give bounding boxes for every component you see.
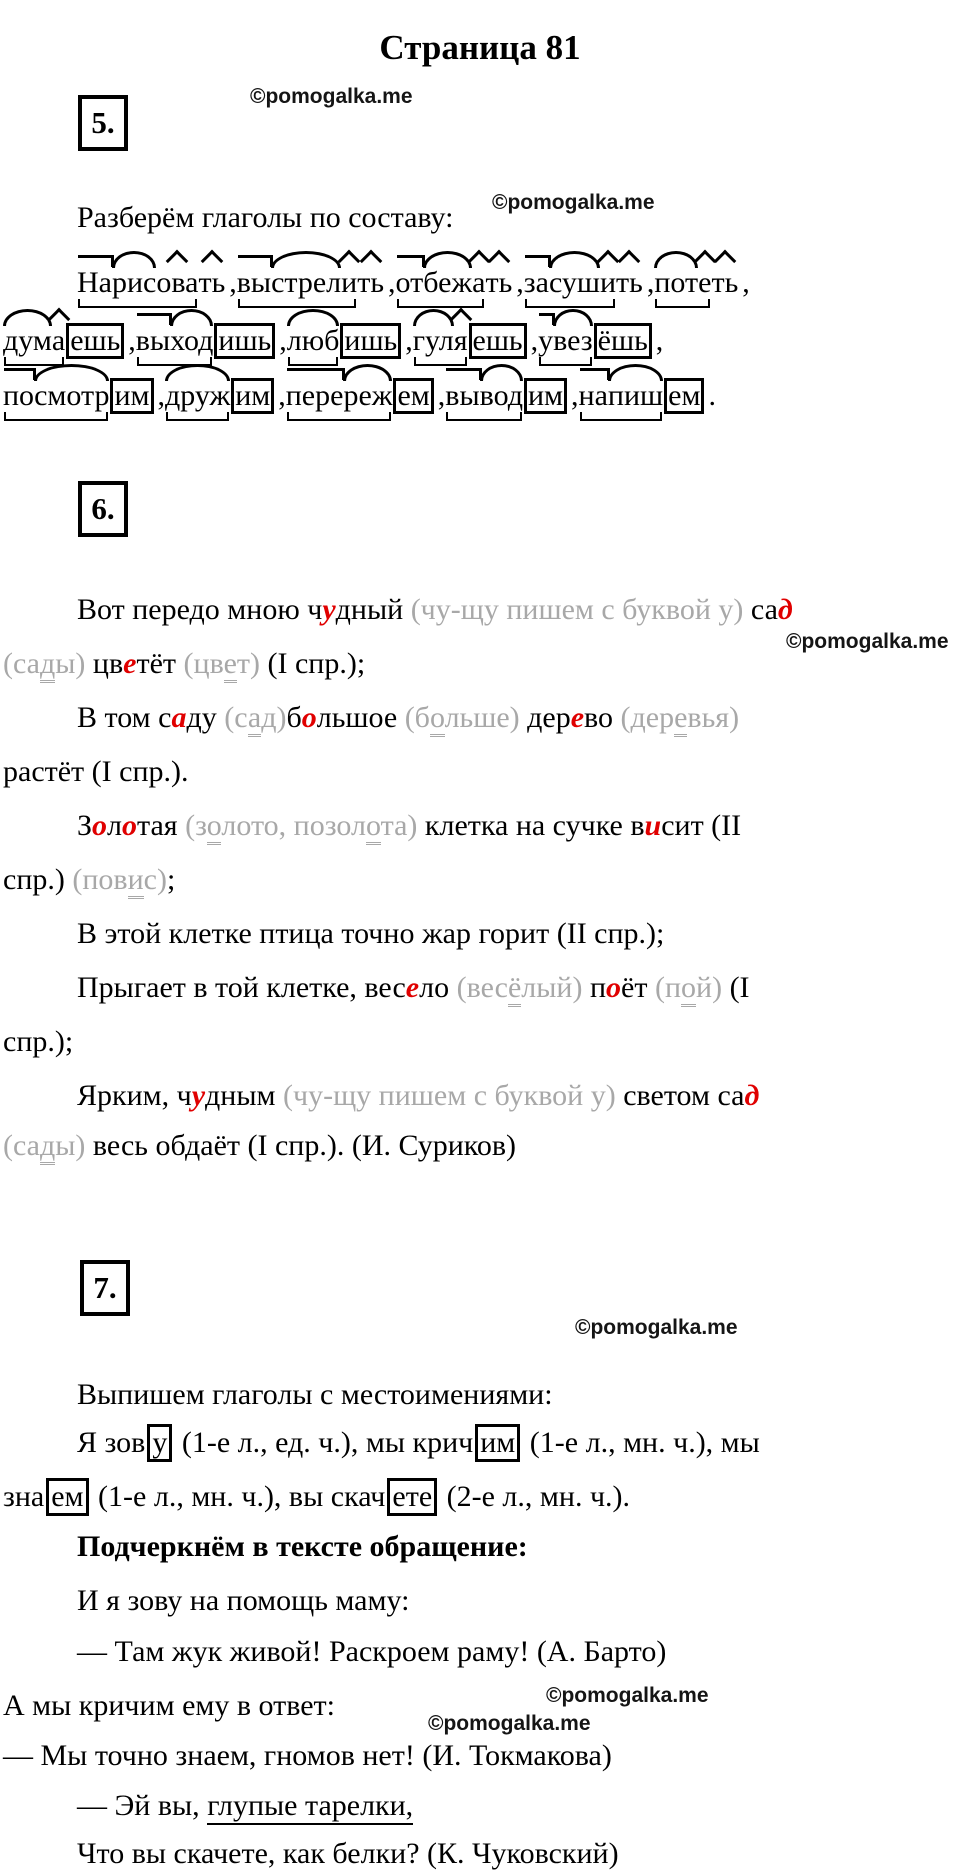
orthogram-letter: д [744,1079,760,1112]
ending-segment: ёшь [594,323,652,359]
root-segment: гул [412,324,454,357]
suffix-segment: а [472,266,486,299]
word-stem-bracket [287,326,340,356]
check-word: (цв [183,647,224,680]
check-letter-underlined: ё [508,971,521,1007]
orthogram-letter: о [301,701,317,734]
check-letter-underlined: д [40,1129,55,1165]
parsed-word [165,378,274,414]
ending-segment: ишь [214,323,275,359]
exercise-number-box: 5. [78,95,128,151]
check-word: лото, позол [221,809,366,842]
word-stem-bracket [3,381,109,411]
text-run: дер [519,701,571,734]
text-line [77,970,750,1006]
prefix-segment: на [578,379,608,412]
text-run: са [743,593,778,626]
word-stem-bracket [396,268,486,298]
orthogram-letter: д [777,593,793,626]
check-word: (пов [72,863,128,896]
text-run: Что вы скачете, как белки? (К. Чуковский) [77,1837,619,1870]
check-word: (дер [620,701,675,734]
parsed-word [287,323,402,359]
parsed-word [237,268,384,298]
text-run: спр.) [3,863,73,896]
prefix-segment: вы [135,324,171,357]
check-word: вья) [687,701,740,734]
separator: , [742,266,750,299]
root-segment: рис [111,266,157,299]
parsed-word [3,323,124,359]
ending-segment: ем [664,378,704,414]
watermark: ©pomogalka.me [546,1684,709,1707]
ending-segment: ишь [340,323,401,359]
text-run: сит (II [661,809,742,842]
parsed-word [286,378,434,414]
suffix-segment: ть [485,266,513,299]
text-run: тая [137,809,186,842]
check-word: (з [185,809,207,842]
word-stem-bracket [3,326,65,356]
suffix-segment: ть [616,266,643,299]
text-run: Вот передо мною ч [77,593,323,626]
prefix-segment: по [3,379,35,412]
check-word: ы) [55,1129,86,1162]
check-letter-underlined: и [128,863,144,899]
check-word: лый) [521,971,583,1004]
check-word: (са [3,1129,40,1162]
parsed-word [396,268,513,298]
text-run: (2-е л., мн. ч.). [439,1480,631,1513]
check-letter-underlined: е [674,701,687,737]
exercise-number-box: 6. [78,481,128,537]
separator: , [405,324,413,357]
root-segment: суш [548,266,600,299]
word-stem-bracket [579,381,664,411]
text-run: ёт [621,971,655,1004]
text-line [77,592,793,628]
text-run: В том с [77,701,172,734]
prefix-segment: На [77,266,112,299]
text-run: во [584,701,621,734]
word-stem-bracket [654,268,711,298]
separator: , [516,266,524,299]
parsed-word [3,378,154,414]
check-word: (с [224,701,248,734]
prefix-segment: у [538,324,554,357]
text-run: Я зов [77,1426,146,1459]
orthogram-letter: у [322,593,336,626]
ending-box: им [475,1424,520,1462]
separator: , [388,266,396,299]
text-run: (I [722,971,750,1004]
check-word: (б [404,701,430,734]
word-stem-bracket [524,268,616,298]
check-word: та) [380,809,418,842]
text-run: ду [186,701,225,734]
text-run: б [286,701,302,734]
word-stem-bracket [445,381,523,411]
word-stem-bracket [136,326,214,356]
text-run: спр.); [3,1025,74,1058]
check-word: ы) [55,647,86,680]
root-segment: пот [654,266,699,299]
text-run: Ярким, ч [77,1079,192,1112]
suffix-segment: ть [357,266,385,299]
orthogram-letter: е [570,701,585,734]
separator: , [530,324,539,357]
orthogram-letter: о [92,809,108,842]
check-letter-underlined: о [681,971,696,1007]
separator: , [279,324,287,357]
text-line [3,646,365,682]
prefix-segment: пере [285,379,344,412]
parsed-word [579,378,705,414]
word-stem-bracket [538,326,593,356]
parsed-word-line [3,323,663,359]
text-run: цв [85,647,124,680]
suffix-segment: и [341,266,358,299]
text-run: л [107,809,123,842]
text-run: — Эй вы, [77,1789,208,1822]
parsed-word-line [77,268,750,298]
text-run: И я зову на помощь маму: [77,1584,410,1617]
text-line [77,1583,409,1619]
prefix-segment: вы [445,379,480,412]
check-letter-underlined: о [366,809,381,845]
text-run: дным [205,1079,284,1112]
text-line [3,1688,335,1724]
text-run: светом са [615,1079,745,1112]
check-word: (п [654,971,682,1004]
orthogram-letter: у [191,1079,206,1112]
check-word: (са [3,647,40,680]
separator: , [437,379,446,412]
text-run: зна [3,1480,45,1513]
prefix-segment: от [395,266,424,299]
orthogram-letter: е [405,971,420,1004]
text-run: растёт (I спр.). [3,755,189,788]
text-line [3,1128,516,1164]
text-line [3,1738,612,1774]
ending-box: ем [46,1478,88,1516]
suffix-segment: ть [711,266,739,299]
suffix-segment: а [51,324,66,357]
bold-text: Подчеркнём в тексте обращение: [77,1530,528,1563]
text-line [77,808,741,844]
root-segment: смотр [34,379,110,412]
text-line [77,916,664,952]
parsed-word [445,378,567,414]
ending-segment: им [524,378,567,414]
text-run: п [582,971,607,1004]
text-line [77,700,739,736]
text-run: А мы кричим ему в ответ: [3,1689,335,1722]
check-letter-underlined: о [430,701,445,737]
prefix-segment: вы [236,266,272,299]
text-line [77,1377,553,1413]
separator: , [157,379,165,412]
word-stem-bracket [165,381,230,411]
ending-segment: ешь [469,323,527,359]
suffix-segment: и [599,266,617,299]
separator: , [571,379,579,412]
separator: , [229,266,237,299]
text-line [3,1478,630,1516]
parsed-word [654,268,738,298]
suffix-segment: ова [156,266,199,299]
orthogram-letter: е [123,647,137,680]
parsed-word-line [3,378,716,414]
parsed-word [77,268,225,298]
ending-segment: им [110,378,153,414]
word-stem-bracket [286,381,393,411]
text-run: тёт [136,647,184,680]
text-run: клетка на сучке в [417,809,645,842]
suffix-segment: ть [198,266,226,299]
text-line [77,1078,759,1114]
check-word: (чу-щу пишем с буквой у) [283,1079,616,1112]
ending-segment: ем [393,378,433,414]
check-letter-underlined: е [224,647,237,683]
text-run: ло [419,971,457,1004]
check-word: т) [236,647,261,680]
text-line [77,1424,760,1462]
text-run: (1-е л., мн. ч.), мы [522,1426,760,1459]
parsed-word [413,323,527,359]
word-stem-bracket [77,268,198,298]
check-letter-underlined: о [207,809,222,845]
text-line [3,1024,73,1060]
root-segment: вез [553,324,593,357]
root-segment: дум [3,324,52,357]
check-word: льше) [444,701,520,734]
text-run: льшое [316,701,405,734]
text-run: весь обдаёт (I спр.). (И. Суриков) [85,1129,517,1162]
word-stem-bracket [413,326,468,356]
text-run: — Там жук живой! Раскроем раму! (А. Барто) [77,1635,667,1668]
root-segment: друж [165,379,231,412]
ending-box: у [147,1424,172,1462]
root-segment: ход [170,324,214,357]
root-segment: реж [343,379,393,412]
check-word: (чу-щу пишем с буквой у) [410,593,744,626]
orthogram-letter: и [644,809,662,842]
text-run: Прыгает в той клетке, вес [77,971,406,1004]
parsed-word [538,323,652,359]
exercise-number-box: 7. [80,1260,130,1316]
word-stem-bracket [237,268,357,298]
orthogram-letter: а [171,701,187,734]
watermark: ©pomogalka.me [492,191,655,214]
parsed-word [136,323,275,359]
text-line [77,1836,619,1872]
text-run: З [77,809,93,842]
text-run: В этой клетке птица точно жар горит (II спр.); [77,917,665,950]
text-line [77,1634,666,1670]
watermark: ©pomogalka.me [575,1316,738,1339]
text-run: Разберём глаголы по составу: [77,201,454,234]
text-run: (1-е л., ед. ч.), мы крич [174,1426,474,1459]
underlined-address: глупые тарелки, [207,1789,413,1825]
text-line [77,200,454,236]
text-line [77,1529,528,1565]
root-segment: люб [286,324,340,357]
ending-box: ете [387,1478,437,1516]
text-run: ; [166,863,176,896]
root-segment: вод [479,379,523,412]
ending-segment: им [231,378,274,414]
text-run: (I спр.); [260,647,366,680]
text-run: дный [335,593,411,626]
text-line [77,1788,413,1824]
check-letter-underlined: д [40,647,55,683]
watermark: ©pomogalka.me [250,85,413,108]
watermark: ©pomogalka.me [786,630,949,653]
suffix-segment: я [453,324,468,357]
orthogram-letter: о [606,971,622,1004]
root-segment: пиш [607,379,664,412]
check-letter-underlined: а [248,701,261,737]
suffix-segment: е [698,266,712,299]
check-word: с) [143,863,167,896]
ending-segment: ешь [66,323,124,359]
check-word: й) [696,971,723,1004]
prefix-segment: за [523,266,549,299]
check-word: (вес [456,971,508,1004]
parsed-word [524,268,643,298]
text-line [3,754,189,790]
separator: , [278,379,286,412]
text-run: Выпишем глаголы с местоимениями: [77,1378,553,1411]
text-line [3,862,175,898]
separator: , [128,324,136,357]
text-run: — Мы точно знаем, гномов нет! (И. Токмакова) [3,1739,612,1772]
separator: , [646,266,655,299]
watermark: ©pomogalka.me [428,1712,591,1735]
check-word: д) [261,701,287,734]
root-segment: беж [423,266,473,299]
separator: , [655,324,664,357]
text-run: (1-е л., мн. ч.), вы скач [90,1480,386,1513]
separator: . [708,379,716,412]
orthogram-letter: о [122,809,138,842]
root-segment: стрел [271,266,342,299]
page-title: Страница 81 [379,28,581,68]
